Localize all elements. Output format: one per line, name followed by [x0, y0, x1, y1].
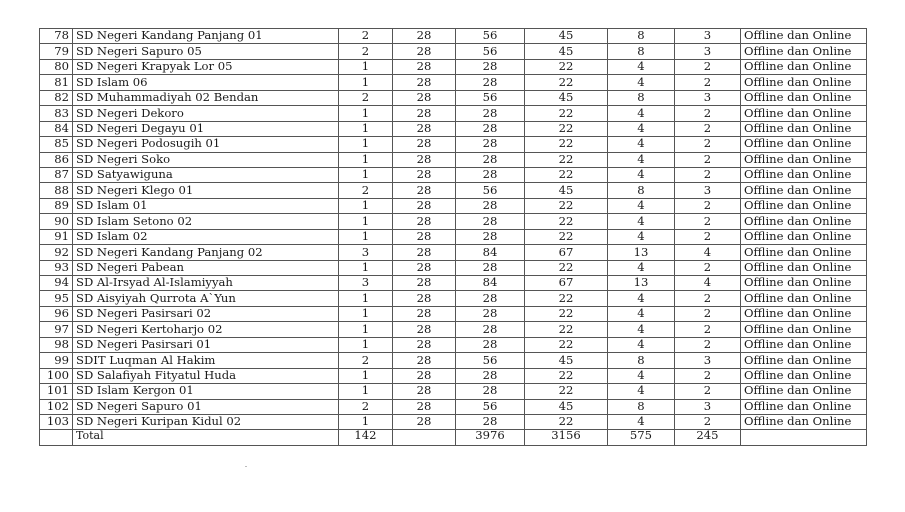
count-col-5-cell: 4: [608, 75, 675, 90]
row-number-cell: 95: [40, 291, 73, 306]
count-col-6-cell: 2: [675, 75, 741, 90]
school-name-cell: SD Islam 06: [73, 75, 339, 90]
school-name-cell: SD Islam Setono 02: [73, 214, 339, 229]
count-col-3-cell: 56: [456, 399, 525, 414]
count-col-4-cell: 45: [525, 183, 608, 198]
count-col-6-cell: 3: [675, 399, 741, 414]
count-col-6-cell: 2: [675, 291, 741, 306]
count-col-5-cell: 4: [608, 368, 675, 383]
count-col-2-cell: 28: [393, 399, 456, 414]
table-row: [40, 183, 867, 198]
count-col-5-cell: 4: [608, 414, 675, 429]
learning-mode-cell: Offline dan Online: [741, 276, 867, 291]
row-number-cell: 100: [40, 368, 73, 383]
count-col-6-cell: 2: [675, 137, 741, 152]
school-name-cell: SD Negeri Degayu 01: [73, 121, 339, 136]
row-number-cell: 84: [40, 121, 73, 136]
table-row: [40, 29, 867, 44]
count-col-6-cell: 3: [675, 183, 741, 198]
count-col-6-cell: 2: [675, 337, 741, 352]
count-col-2-cell: 28: [393, 121, 456, 136]
row-number-cell: 99: [40, 353, 73, 368]
school-name-cell: SD Negeri Kertoharjo 02: [73, 322, 339, 337]
count-col-1-cell: 2: [339, 399, 393, 414]
learning-mode-cell: Offline dan Online: [741, 59, 867, 74]
count-col-5-cell: 8: [608, 399, 675, 414]
count-col-1-cell: 1: [339, 198, 393, 213]
learning-mode-cell: Offline dan Online: [741, 121, 867, 136]
table-row: [40, 59, 867, 74]
row-number-cell: 103: [40, 414, 73, 429]
learning-mode-cell: Offline dan Online: [741, 198, 867, 213]
count-col-5-cell: 4: [608, 137, 675, 152]
count-col-6-cell: 3: [675, 353, 741, 368]
count-col-3-cell: 28: [456, 214, 525, 229]
count-col-1-cell: 1: [339, 260, 393, 275]
count-col-4-cell: 45: [525, 90, 608, 105]
row-number-cell: 101: [40, 384, 73, 399]
school-name-cell: SD Muhammadiyah 02 Bendan: [73, 90, 339, 105]
count-col-5-cell: 4: [608, 322, 675, 337]
count-col-3-cell: 28: [456, 291, 525, 306]
count-col-1-cell: 2: [339, 183, 393, 198]
count-col-4-cell: 22: [525, 198, 608, 213]
count-col-6-cell: 4: [675, 276, 741, 291]
count-col-2-cell: 28: [393, 152, 456, 167]
school-name-cell: SD Negeri Pabean: [73, 260, 339, 275]
count-col-1-cell: 1: [339, 106, 393, 121]
count-col-2-cell: 28: [393, 106, 456, 121]
count-col-6-cell: 3: [675, 29, 741, 44]
count-col-6-cell: 3: [675, 90, 741, 105]
row-number-cell: 86: [40, 152, 73, 167]
count-col-6-cell: 2: [675, 121, 741, 136]
count-col-2-cell: 28: [393, 167, 456, 182]
learning-mode-cell: Offline dan Online: [741, 353, 867, 368]
count-col-4-cell: 45: [525, 353, 608, 368]
count-col-1-cell: 1: [339, 121, 393, 136]
count-col-3-cell: 28: [456, 260, 525, 275]
count-col-3-cell: 28: [456, 306, 525, 321]
count-col-4-total-cell: 3156: [525, 430, 608, 445]
count-col-5-cell: 8: [608, 353, 675, 368]
count-col-3-cell: 28: [456, 198, 525, 213]
count-col-2-cell: 28: [393, 198, 456, 213]
learning-mode-cell: Offline dan Online: [741, 214, 867, 229]
count-col-3-cell: 56: [456, 29, 525, 44]
count-col-3-cell: 28: [456, 121, 525, 136]
table-row: [40, 106, 867, 121]
count-col-1-cell: 1: [339, 137, 393, 152]
learning-mode-cell: Offline dan Online: [741, 106, 867, 121]
row-number-cell: 90: [40, 214, 73, 229]
count-col-3-cell: 28: [456, 167, 525, 182]
row-number-cell: 93: [40, 260, 73, 275]
learning-mode-cell: Offline dan Online: [741, 337, 867, 352]
count-col-1-cell: 1: [339, 384, 393, 399]
count-col-5-cell: 13: [608, 276, 675, 291]
row-number-cell: 94: [40, 276, 73, 291]
count-col-3-cell: 28: [456, 152, 525, 167]
school-name-cell: SD Satyawiguna: [73, 167, 339, 182]
count-col-5-cell: 8: [608, 90, 675, 105]
school-name-cell: SD Negeri Krapyak Lor 05: [73, 59, 339, 74]
count-col-4-cell: 22: [525, 152, 608, 167]
learning-mode-cell: Offline dan Online: [741, 183, 867, 198]
count-col-2-cell: 28: [393, 245, 456, 260]
learning-mode-cell: Offline dan Online: [741, 368, 867, 383]
row-number-cell: 85: [40, 137, 73, 152]
row-number-cell: 102: [40, 399, 73, 414]
count-col-1-cell: 3: [339, 276, 393, 291]
count-col-4-cell: 22: [525, 106, 608, 121]
table-row: [40, 229, 867, 244]
table-body: [40, 29, 867, 446]
count-col-3-cell: 56: [456, 183, 525, 198]
school-name-cell: SD Islam 02: [73, 229, 339, 244]
learning-mode-cell: Offline dan Online: [741, 167, 867, 182]
table-row: [40, 137, 867, 152]
count-col-4-cell: 22: [525, 414, 608, 429]
school-name-cell: SD Islam Kergon 01: [73, 384, 339, 399]
row-number-cell: 91: [40, 229, 73, 244]
count-col-3-cell: 84: [456, 276, 525, 291]
count-col-2-cell: 28: [393, 229, 456, 244]
count-col-5-total-cell: 575: [608, 430, 675, 445]
school-name-cell: SDIT Luqman Al Hakim: [73, 353, 339, 368]
count-col-3-cell: 28: [456, 137, 525, 152]
count-col-6-cell: 2: [675, 214, 741, 229]
count-col-6-cell: 2: [675, 322, 741, 337]
count-col-4-cell: 22: [525, 291, 608, 306]
count-col-6-cell: 2: [675, 59, 741, 74]
count-col-4-cell: 22: [525, 306, 608, 321]
count-col-1-cell: 1: [339, 322, 393, 337]
count-col-1-total-cell: 142: [339, 430, 393, 445]
school-name-cell: SD Salafiyah Fityatul Huda: [73, 368, 339, 383]
school-name-cell: SD Aisyiyah Qurrota A`Yun: [73, 291, 339, 306]
school-name-cell: SD Negeri Kuripan Kidul 02: [73, 414, 339, 429]
table-row: [40, 384, 867, 399]
count-col-6-cell: 2: [675, 152, 741, 167]
count-col-5-cell: 4: [608, 306, 675, 321]
row-number-cell: 92: [40, 245, 73, 260]
table-row: [40, 260, 867, 275]
count-col-1-cell: 1: [339, 306, 393, 321]
count-col-4-cell: 22: [525, 214, 608, 229]
count-col-2-cell: 28: [393, 337, 456, 352]
count-col-1-cell: 1: [339, 75, 393, 90]
table-row: [40, 306, 867, 321]
row-number-cell: 96: [40, 306, 73, 321]
count-col-5-cell: 4: [608, 214, 675, 229]
count-col-3-total-cell: 3976: [456, 430, 525, 445]
count-col-2-cell: 28: [393, 59, 456, 74]
table-row: [40, 44, 867, 59]
learning-mode-cell: Offline dan Online: [741, 44, 867, 59]
count-col-2-cell: 28: [393, 214, 456, 229]
count-col-2-cell: 28: [393, 276, 456, 291]
school-name-cell: SD Negeri Sapuro 05: [73, 44, 339, 59]
row-number-cell: 97: [40, 322, 73, 337]
count-col-1-cell: 3: [339, 245, 393, 260]
scan-speck: [245, 466, 247, 467]
count-col-4-cell: 45: [525, 29, 608, 44]
count-col-5-cell: 4: [608, 167, 675, 182]
school-name-cell: SD Negeri Dekoro: [73, 106, 339, 121]
total-row: [40, 430, 867, 445]
count-col-2-cell: 28: [393, 75, 456, 90]
count-col-1-cell: 2: [339, 353, 393, 368]
row-number-cell: 80: [40, 59, 73, 74]
count-col-6-cell: 2: [675, 106, 741, 121]
count-col-4-cell: 22: [525, 368, 608, 383]
count-col-4-cell: 22: [525, 337, 608, 352]
count-col-6-cell: 2: [675, 306, 741, 321]
learning-mode-cell: Offline dan Online: [741, 75, 867, 90]
school-name-cell: SD Negeri Pasirsari 02: [73, 306, 339, 321]
count-col-4-cell: 22: [525, 167, 608, 182]
learning-mode-cell: Offline dan Online: [741, 29, 867, 44]
count-col-5-cell: 4: [608, 59, 675, 74]
count-col-3-cell: 28: [456, 75, 525, 90]
count-col-5-cell: 8: [608, 29, 675, 44]
count-col-4-cell: 22: [525, 384, 608, 399]
count-col-6-cell: 2: [675, 229, 741, 244]
learning-mode-cell: Offline dan Online: [741, 137, 867, 152]
count-col-4-cell: 22: [525, 59, 608, 74]
table-row: [40, 353, 867, 368]
table-row: [40, 337, 867, 352]
count-col-4-cell: 22: [525, 260, 608, 275]
count-col-4-cell: 45: [525, 44, 608, 59]
school-name-cell: SD Negeri Pasirsari 01: [73, 337, 339, 352]
count-col-3-cell: 56: [456, 353, 525, 368]
count-col-6-cell: 2: [675, 368, 741, 383]
school-data-table: [39, 28, 867, 446]
school-name-cell: SD Negeri Klego 01: [73, 183, 339, 198]
count-col-5-cell: 4: [608, 291, 675, 306]
count-col-4-cell: 22: [525, 137, 608, 152]
school-name-cell: SD Negeri Kandang Panjang 02: [73, 245, 339, 260]
count-col-2-cell: 28: [393, 183, 456, 198]
learning-mode-cell: Offline dan Online: [741, 322, 867, 337]
count-col-1-cell: 1: [339, 59, 393, 74]
count-col-6-cell: 3: [675, 44, 741, 59]
count-col-3-cell: 28: [456, 106, 525, 121]
count-col-6-cell: 2: [675, 384, 741, 399]
table-row: [40, 90, 867, 105]
count-col-2-cell: 28: [393, 384, 456, 399]
table-row: [40, 152, 867, 167]
count-col-1-cell: 2: [339, 44, 393, 59]
count-col-5-cell: 8: [608, 183, 675, 198]
count-col-2-cell: 28: [393, 306, 456, 321]
count-col-1-cell: 1: [339, 214, 393, 229]
count-col-5-cell: 4: [608, 198, 675, 213]
count-col-5-cell: 4: [608, 337, 675, 352]
count-col-6-cell: 2: [675, 414, 741, 429]
count-col-5-cell: 4: [608, 229, 675, 244]
learning-mode-cell: Offline dan Online: [741, 260, 867, 275]
count-col-6-cell: 2: [675, 167, 741, 182]
school-name-cell: SD Negeri Kandang Panjang 01: [73, 29, 339, 44]
count-col-3-cell: 28: [456, 384, 525, 399]
table-row: [40, 414, 867, 429]
count-col-2-cell: 28: [393, 414, 456, 429]
count-col-1-cell: 1: [339, 152, 393, 167]
row-number-cell: 81: [40, 75, 73, 90]
learning-mode-cell: Offline dan Online: [741, 306, 867, 321]
count-col-1-cell: 2: [339, 90, 393, 105]
count-col-3-cell: 28: [456, 414, 525, 429]
count-col-4-cell: 67: [525, 245, 608, 260]
table-row: [40, 368, 867, 383]
count-col-5-cell: 8: [608, 44, 675, 59]
row-number-cell: 83: [40, 106, 73, 121]
count-col-5-cell: 4: [608, 106, 675, 121]
row-number-cell: 88: [40, 183, 73, 198]
learning-mode-cell: Offline dan Online: [741, 245, 867, 260]
row-number-cell: 98: [40, 337, 73, 352]
count-col-4-cell: 22: [525, 121, 608, 136]
count-col-5-cell: 4: [608, 260, 675, 275]
table-row: [40, 75, 867, 90]
count-col-2-cell: 28: [393, 137, 456, 152]
school-name-cell: SD Islam 01: [73, 198, 339, 213]
count-col-6-cell: 4: [675, 245, 741, 260]
count-col-3-cell: 28: [456, 337, 525, 352]
learning-mode-cell: Offline dan Online: [741, 291, 867, 306]
learning-mode-cell: Offline dan Online: [741, 414, 867, 429]
row-number-cell: 78: [40, 29, 73, 44]
learning-mode-total-cell: [741, 430, 867, 445]
count-col-2-total-cell: [393, 430, 456, 445]
count-col-2-cell: 28: [393, 322, 456, 337]
count-col-4-cell: 22: [525, 322, 608, 337]
table-row: [40, 214, 867, 229]
row-number-cell: 89: [40, 198, 73, 213]
count-col-4-cell: 22: [525, 75, 608, 90]
count-col-3-cell: 28: [456, 59, 525, 74]
count-col-1-cell: 1: [339, 337, 393, 352]
count-col-4-cell: 22: [525, 229, 608, 244]
learning-mode-cell: Offline dan Online: [741, 399, 867, 414]
count-col-5-cell: 13: [608, 245, 675, 260]
school-name-cell: SD Al-Irsyad Al-Islamiyyah: [73, 276, 339, 291]
count-col-1-cell: 1: [339, 368, 393, 383]
count-col-6-cell: 2: [675, 198, 741, 213]
count-col-4-cell: 67: [525, 276, 608, 291]
learning-mode-cell: Offline dan Online: [741, 90, 867, 105]
count-col-3-cell: 56: [456, 44, 525, 59]
count-col-3-cell: 28: [456, 368, 525, 383]
count-col-6-total-cell: 245: [675, 430, 741, 445]
table-row: [40, 121, 867, 136]
count-col-5-cell: 4: [608, 384, 675, 399]
count-col-3-cell: 28: [456, 229, 525, 244]
count-col-2-cell: 28: [393, 90, 456, 105]
learning-mode-cell: Offline dan Online: [741, 229, 867, 244]
count-col-5-cell: 4: [608, 152, 675, 167]
count-col-1-cell: 2: [339, 29, 393, 44]
count-col-2-cell: 28: [393, 291, 456, 306]
table-row: [40, 399, 867, 414]
count-col-2-cell: 28: [393, 29, 456, 44]
count-col-6-cell: 2: [675, 260, 741, 275]
count-col-2-cell: 28: [393, 368, 456, 383]
row-number-cell: 87: [40, 167, 73, 182]
count-col-4-cell: 45: [525, 399, 608, 414]
school-name-cell: SD Negeri Podosugih 01: [73, 137, 339, 152]
learning-mode-cell: Offline dan Online: [741, 152, 867, 167]
count-col-3-cell: 84: [456, 245, 525, 260]
count-col-1-cell: 1: [339, 291, 393, 306]
table-row: [40, 276, 867, 291]
row-number-cell: 79: [40, 44, 73, 59]
table-row: [40, 322, 867, 337]
count-col-5-cell: 4: [608, 121, 675, 136]
total-label-cell: Total: [73, 430, 339, 445]
count-col-1-cell: 1: [339, 414, 393, 429]
table-row: [40, 167, 867, 182]
learning-mode-cell: Offline dan Online: [741, 384, 867, 399]
count-col-2-cell: 28: [393, 260, 456, 275]
count-col-1-cell: 1: [339, 229, 393, 244]
row-number-cell: 82: [40, 90, 73, 105]
count-col-3-cell: 28: [456, 322, 525, 337]
table-row: [40, 291, 867, 306]
school-name-cell: SD Negeri Sapuro 01: [73, 399, 339, 414]
table-row: [40, 245, 867, 260]
count-col-3-cell: 56: [456, 90, 525, 105]
row-number-total-cell: [40, 430, 73, 445]
count-col-2-cell: 28: [393, 44, 456, 59]
school-name-cell: SD Negeri Soko: [73, 152, 339, 167]
table-row: [40, 198, 867, 213]
count-col-1-cell: 1: [339, 167, 393, 182]
count-col-2-cell: 28: [393, 353, 456, 368]
